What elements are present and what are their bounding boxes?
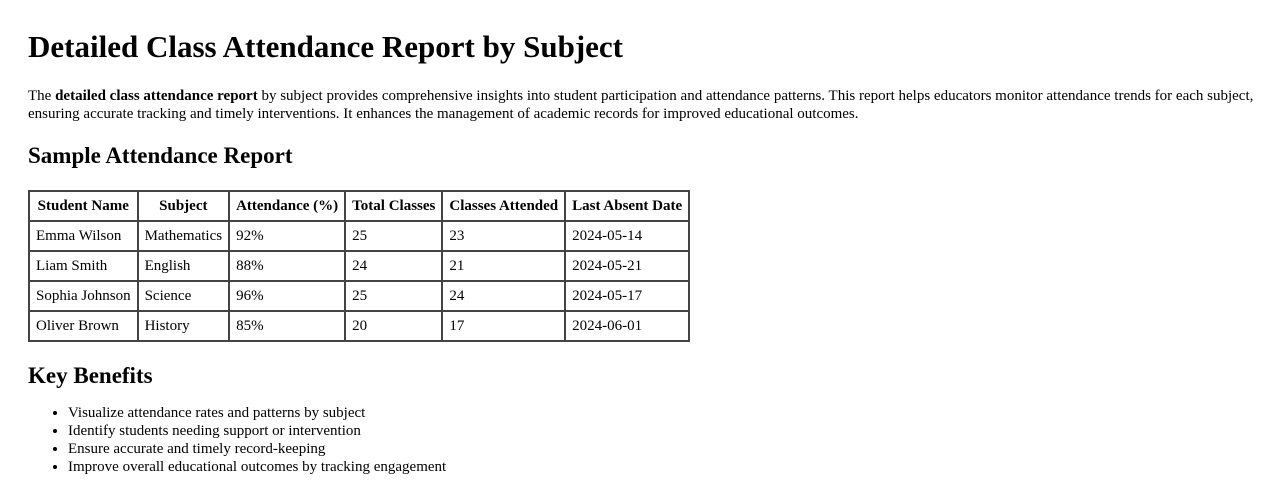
- table-row: [29, 221, 689, 251]
- cell-subject: English: [138, 251, 229, 281]
- cell-classes-attended: 21: [442, 251, 565, 281]
- cell-classes-attended: 23: [442, 221, 565, 251]
- page-title: Detailed Class Attendance Report by Subject: [28, 29, 623, 64]
- cell-last-absent-date: 2024-06-01: [565, 311, 689, 341]
- cell-subject: Mathematics: [138, 221, 229, 251]
- cell-subject: Science: [138, 281, 229, 311]
- column-header-classes-attended: Classes Attended: [442, 191, 565, 221]
- list-item: • Improve overall educational outcomes by tracking engagement: [68, 458, 1258, 476]
- cell-total-classes: 25: [345, 221, 442, 251]
- attendance-table: [28, 190, 690, 342]
- cell-last-absent-date: 2024-05-17: [565, 281, 689, 311]
- cell-student-name: Liam Smith: [29, 251, 138, 281]
- cell-attendance: 96%: [229, 281, 345, 311]
- cell-last-absent-date: 2024-05-21: [565, 251, 689, 281]
- column-header-attendance: Attendance (%): [229, 191, 345, 221]
- cell-student-name: Emma Wilson: [29, 221, 138, 251]
- intro-text-before: The: [28, 88, 56, 104]
- cell-total-classes: 25: [345, 281, 442, 311]
- cell-classes-attended: 17: [442, 311, 565, 341]
- report-heading: Sample Attendance Report: [28, 143, 293, 168]
- list-item: • Identify students needing support or intervention: [68, 422, 1258, 440]
- list-item: • Visualize attendance rates and patterns by subject: [68, 404, 1258, 422]
- column-header-subject: Subject: [138, 191, 229, 221]
- cell-attendance: 88%: [229, 251, 345, 281]
- cell-total-classes: 24: [345, 251, 442, 281]
- cell-student-name: Oliver Brown: [29, 311, 138, 341]
- table-header-row: [29, 191, 689, 221]
- cell-total-classes: 20: [345, 311, 442, 341]
- intro-text-after: by subject provides comprehensive insights into student participation and attendance patterns. This report helps educators monitor attendance trends for each subject, ensuring accurate tracking and timely interventions. It enhances the management of academic records for improved educational outcomes.: [28, 88, 1254, 122]
- cell-attendance: 92%: [229, 221, 345, 251]
- benefits-heading: Key Benefits: [28, 363, 153, 388]
- cell-attendance: 85%: [229, 311, 345, 341]
- cell-subject: History: [138, 311, 229, 341]
- table-row: [29, 311, 689, 341]
- intro-text-bold: detailed class attendance report: [55, 88, 258, 104]
- cell-student-name: Sophia Johnson: [29, 281, 138, 311]
- table-row: [29, 281, 689, 311]
- column-header-last-absent-date: Last Absent Date: [565, 191, 689, 221]
- cell-last-absent-date: 2024-05-14: [565, 221, 689, 251]
- column-header-student-name: Student Name: [29, 191, 138, 221]
- benefits-list: [28, 404, 1258, 476]
- table-row: [29, 251, 689, 281]
- list-item: • Ensure accurate and timely record-keeping: [68, 440, 1258, 458]
- cell-classes-attended: 24: [442, 281, 565, 311]
- column-header-total-classes: Total Classes: [345, 191, 442, 221]
- intro-paragraph: [28, 87, 1258, 123]
